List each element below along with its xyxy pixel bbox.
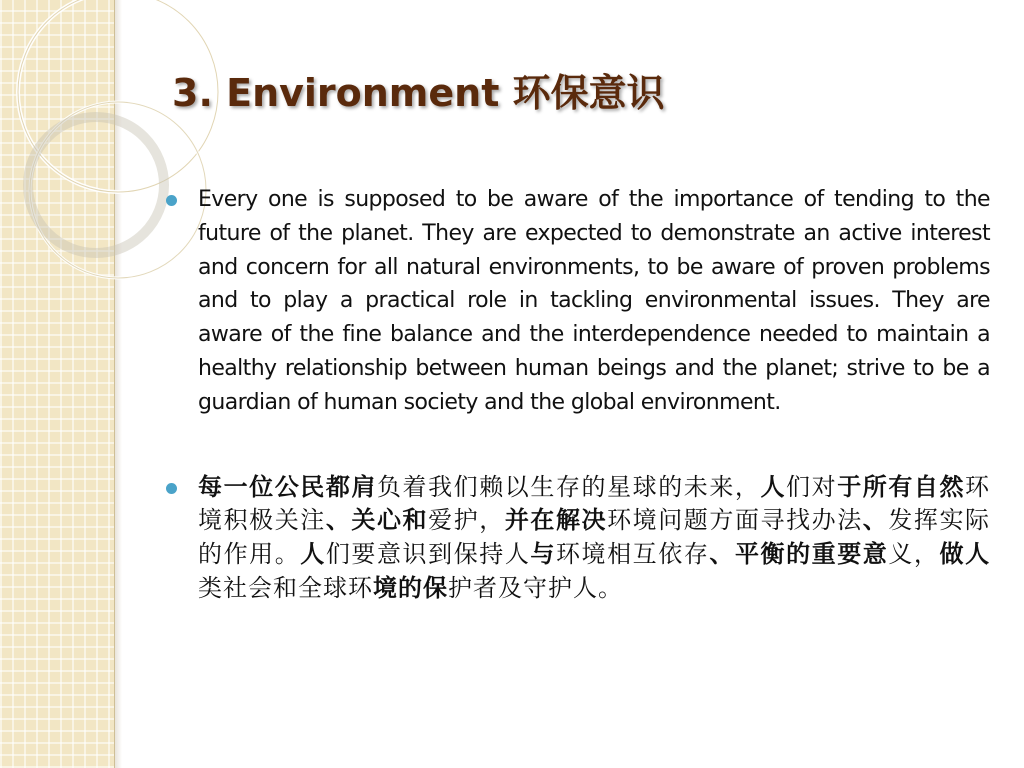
bold-text-segment: 并在解决 [504, 506, 608, 535]
bullet-text-chinese [198, 471, 990, 606]
text-segment: 爱护， [428, 506, 505, 535]
bold-text-segment: 人 [760, 472, 787, 501]
text-segment: 环境问题方面寻找办法 [607, 506, 863, 535]
bullet-item-chinese [160, 471, 990, 606]
bullet-text: Every one is supposed to be aware of the importance of tending to the future of the planet. They are expected to demonstrate an active interest and concern for all natural environments, to be aware of proven problems and to play a practical role in tackling environmental issues. They are aware of the fine balance and the interdependence needed to maintain a healthy relationship between human beings and the planet; strive to be a guardian of human society and the global environment. [198, 187, 990, 415]
bold-text-segment: 于所有自然 [837, 472, 966, 501]
text-segment: 们要意识到保持人 [325, 540, 531, 569]
text-segment: 负着我们赖以生存的星球的未来， [376, 472, 761, 501]
text-segment: 义， [888, 540, 940, 569]
bold-text-segment: 做人 [939, 540, 991, 569]
bullet-list [160, 183, 990, 606]
text-segment: 护者及守护人。 [448, 573, 623, 602]
text-segment: 们对 [786, 472, 838, 501]
bold-text-segment: 与 [530, 540, 556, 569]
text-segment: 环境相互依存 [555, 540, 710, 569]
bold-text-segment: 境的保 [373, 573, 448, 602]
bold-text-segment: 每一位公民都肩 [198, 472, 377, 501]
bold-text-segment: 、关心和 [325, 506, 429, 535]
bold-text-segment: 、平衡的重要意 [709, 540, 889, 569]
slide-title: 3. Environment 环保意识 [172, 71, 665, 115]
bullet-marker-icon [166, 195, 177, 206]
bullet-item-english [160, 183, 990, 420]
text-segment: 环境积极关注 [198, 472, 991, 535]
bold-text-segment: 人 [300, 540, 326, 569]
text-segment: 发挥实际的作用。 [198, 506, 991, 569]
bold-text-segment: 、 [862, 506, 889, 535]
text-segment: 类社会和全球环 [198, 573, 373, 602]
bullet-marker-icon [166, 483, 177, 494]
